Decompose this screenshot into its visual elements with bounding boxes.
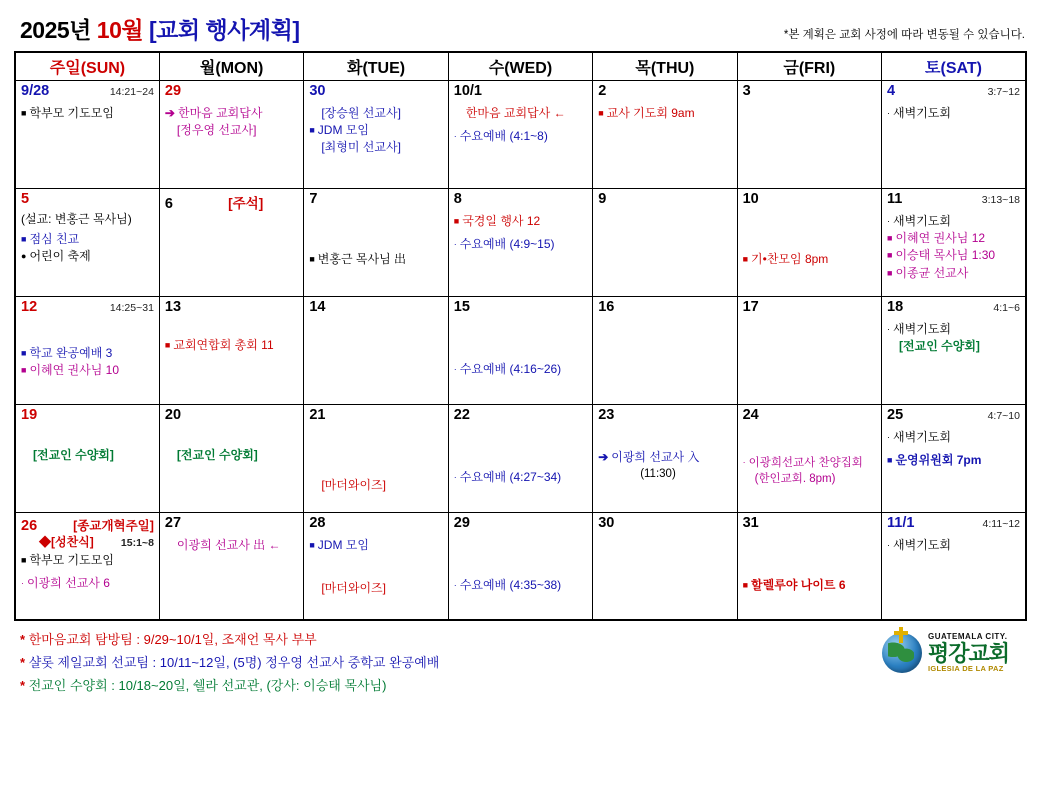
footnote-item [20,652,439,675]
square-bullet-icon: ■ [742,579,749,590]
day-number: 19 [21,406,38,423]
footnote-text: 전교인 수양회 : 10/18~20일, 쉘라 선교관, (강사: 이승태 목사님) [28,677,387,693]
day-cell[interactable] [15,404,159,512]
day-number: 10/1 [453,82,482,99]
square-bullet-icon: ■ [598,107,604,118]
event-text: 학부모 기도모임 [29,105,114,120]
title-month: 10월 [96,17,144,43]
day-number: 29 [164,82,182,99]
day-cell[interactable] [304,512,448,620]
event-text: 새벽기도회 [893,537,951,552]
event-text: [전교인 수양회] [176,447,258,462]
weekday-header-row [15,52,1026,80]
church-logo [882,629,1023,673]
title-year: 2025년 [20,17,91,43]
day-cell[interactable] [159,296,303,404]
page-header [14,10,1029,51]
event-text: [정우영 선교사] [176,122,257,137]
day-cell[interactable] [15,80,159,188]
event-text: 기•찬모임 8pm [751,251,829,266]
day-cell[interactable] [593,188,737,296]
footnote-star: * [20,632,26,647]
dot-bullet-icon: · [887,323,891,334]
day-verse: 4:1~6 [993,301,1020,314]
square-bullet-icon: ■ [21,554,27,565]
page-title [20,12,300,45]
calendar-week-row [15,512,1026,620]
day-number: 12 [21,298,38,315]
event-text: 한마음 교회답사 [177,105,263,120]
dot-bullet-icon: · [453,130,457,141]
footnote-text: 샬롯 제일교회 선교팀 : 10/11~12일, (5명) 정우영 선교사 중학교 완공예배 [28,654,440,670]
weekday-sat: 토(SAT) [882,52,1026,80]
weekday-wed: 수(WED) [448,52,592,80]
event-text: 이광희 선교사 入 [611,449,700,464]
event-text: 국경일 행사 12 [462,213,541,228]
day-cell[interactable] [448,512,592,620]
dot-bullet-icon: · [453,579,457,590]
day-cell[interactable] [593,80,737,188]
event-text: 교사 기도회 9am [606,105,695,120]
day-number: 22 [453,406,470,423]
event-text: JDM 모임 [317,122,369,137]
square-bullet-icon: ■ [21,364,27,375]
globe-icon [882,633,922,673]
event-text: [장승원 선교사] [321,105,401,120]
day-number: 3 [742,82,751,99]
day-cell[interactable] [159,188,303,296]
square-bullet-icon: ■ [21,107,27,118]
day-cell[interactable] [448,80,592,188]
day-cell[interactable] [304,296,448,404]
day-cell[interactable] [737,188,881,296]
dot-bullet-icon: ● [21,250,27,261]
dot-bullet-icon: · [453,238,457,249]
day-number: 14 [309,298,326,315]
day-number: 17 [742,298,759,315]
dot-bullet-icon: · [453,363,457,374]
calendar-week-row [15,404,1026,512]
day-number: 15 [453,298,470,315]
event-text: [마더와이즈] [321,477,386,492]
day-number: 5 [21,190,30,207]
day-number: 11 [887,190,903,207]
day-cell[interactable] [593,404,737,512]
day-number: 29 [453,514,470,531]
square-bullet-icon: ■ [309,253,315,264]
holiday-label: [종교개혁주일] [73,518,154,533]
event-text: 학교 완공예배 3 [29,345,113,360]
day-cell[interactable] [448,404,592,512]
footnote-text: 한마음교회 탐방팀 : 9/29~10/1일, 조재언 목사 부부 [28,632,317,647]
day-cell[interactable] [882,80,1026,188]
weekday-tue: 화(TUE) [304,52,448,80]
cross-icon [899,627,903,643]
footnote-star: * [20,677,26,693]
day-number: 9/28 [21,82,50,99]
day-cell[interactable] [737,80,881,188]
event-text: 이종균 선교사 [895,265,969,280]
square-bullet-icon: ■ [21,347,27,358]
day-number: 24 [742,406,759,423]
event-text: 교회연합회 총회 11 [173,337,274,352]
dot-bullet-icon: · [887,539,891,550]
event-text: (11:30) [640,467,676,480]
event-text: 이광희선교사 찬양집회 [748,456,863,469]
day-number: 16 [598,298,615,315]
event-text: 할렐루야 나이트 6 [751,577,846,592]
day-number: 10 [742,190,759,207]
event-text: 수요예배 (4:27~34) [459,469,562,484]
day-cell[interactable] [304,80,448,188]
holiday-label: [주석] [228,195,264,211]
day-number: 7 [309,190,318,207]
day-cell[interactable] [448,188,592,296]
dot-bullet-icon: · [887,431,891,442]
event-text: 어린이 축제 [29,248,91,263]
day-number: 30 [598,514,615,531]
event-text: [전교인 수양회] [899,338,980,353]
day-cell[interactable] [593,512,737,620]
square-bullet-icon: ■ [887,454,893,465]
day-cell[interactable] [882,296,1026,404]
day-cell[interactable] [882,188,1026,296]
square-bullet-icon: ■ [164,339,171,350]
day-number: 26 [21,517,38,534]
day-number: 21 [309,406,326,423]
day-verse: 3:13~18 [981,193,1020,206]
weekday-thu: 목(THU) [593,52,737,80]
dot-bullet-icon: · [887,215,891,226]
arrow-right-icon: ➔ [598,449,609,464]
day-number: 18 [887,298,904,315]
footnote-star: * [20,654,26,670]
calendar-table [14,51,1027,621]
event-text: 수요예배 (4:9~15) [459,236,555,251]
event-text: [마더와이즈] [321,580,386,595]
day-number: 4 [887,82,896,99]
day-verse: 4:7~10 [987,409,1020,422]
day-cell[interactable] [882,512,1026,620]
square-bullet-icon: ■ [887,250,893,261]
day-cell[interactable] [159,80,303,188]
dot-bullet-icon: · [453,471,457,482]
day-number: 13 [164,298,182,315]
day-number: 23 [598,406,615,423]
event-text: 변홍근 목사님 出 [317,251,407,266]
dot-bullet-icon: · [21,578,24,589]
day-cell[interactable] [15,512,159,620]
logo-subtitle: IGLESIA DE LA PAZ [927,663,1004,673]
weekday-sun: 주일(SUN) [15,52,159,80]
event-text: 점심 친교 [29,231,80,246]
day-cell[interactable] [304,404,448,512]
footnote-item [20,629,439,652]
event-text: 이광희 선교사 6 [27,576,110,591]
day-cell[interactable] [737,404,881,512]
event-text: 운영위원회 7pm [895,452,982,467]
footnote-list [20,629,439,697]
day-verse: 14:21~24 [109,85,154,98]
dot-bullet-icon: · [742,456,746,467]
day-cell[interactable] [882,404,1026,512]
day-number: 31 [742,514,759,531]
event-text: 수요예배 (4:16~26) [459,361,562,376]
footnote-item [20,675,439,698]
day-subnote: (설교: 변홍근 목사님) [21,211,132,226]
square-bullet-icon: ■ [887,232,893,243]
square-bullet-icon: ■ [21,233,27,244]
event-text: 새벽기도회 [893,321,951,336]
event-text: 이혜연 권사님 10 [29,362,120,377]
event-text: 새벽기도회 [893,105,951,120]
event-text: 이광희 선교사 出 ← [176,537,281,552]
event-text: 새벽기도회 [893,429,951,444]
day-cell[interactable] [737,296,881,404]
page-footer [14,621,1029,697]
calendar-week-row [15,188,1026,296]
day-number: 11/1 [887,514,915,531]
logo-name: 평강교회 [927,640,1009,666]
day-verse: 14:25~31 [109,301,154,314]
day-cell[interactable] [737,512,881,620]
title-event: [교회 행사계획] [148,17,300,43]
event-text: 이승태 목사님 1:30 [895,248,996,263]
day-number: 30 [309,82,326,99]
event-text: 학부모 기도모임 [29,552,114,567]
day-cell[interactable] [159,512,303,620]
day-number: 27 [164,514,182,531]
event-text: [전교인 수양회] [33,447,114,462]
logo-text-block [928,633,1009,672]
event-text: [최형미 선교사] [321,140,401,155]
day-number: 20 [164,406,182,423]
event-text: JDM 모임 [317,537,369,552]
logo-city: GUATEMALA CITY. [927,632,1008,642]
day-number: 25 [887,406,904,423]
day-cell[interactable] [159,404,303,512]
day-cell[interactable] [448,296,592,404]
event-text: 한마음 교회답사 ← [465,105,566,120]
square-bullet-icon: ■ [453,215,460,226]
square-bullet-icon: ■ [309,124,315,135]
square-bullet-icon: ■ [309,539,315,550]
communion-label: ◆[성찬식] [39,535,94,550]
day-number: 28 [309,514,326,531]
day-verse: 15:1~8 [120,537,154,550]
event-text: 수요예배 (4:1~8) [459,128,548,143]
day-cell[interactable] [304,188,448,296]
event-text: 수요예배 (4:35~38) [459,577,562,592]
day-number: 6 [164,195,173,212]
day-cell[interactable] [593,296,737,404]
arrow-right-icon: ➔ [164,105,175,120]
weekday-fri: 금(FRI) [737,52,881,80]
event-text: (한인교회. 8pm) [754,473,836,486]
day-number: 9 [598,190,607,207]
day-cell[interactable] [15,188,159,296]
dot-bullet-icon: · [887,107,891,118]
day-number: 2 [598,82,607,99]
calendar-week-row [15,296,1026,404]
event-text: 이혜연 권사님 12 [895,230,986,245]
day-verse: 3:7~12 [987,85,1020,98]
day-number: 8 [453,190,462,207]
day-cell[interactable] [15,296,159,404]
square-bullet-icon: ■ [887,267,893,278]
square-bullet-icon: ■ [742,253,749,264]
header-note: *본 계획은 교회 사정에 따라 변동될 수 있습니다. [783,29,1025,41]
day-verse: 4:11~12 [982,517,1020,530]
event-text: 새벽기도회 [893,213,951,228]
calendar-week-row [15,80,1026,188]
weekday-mon: 월(MON) [159,52,303,80]
